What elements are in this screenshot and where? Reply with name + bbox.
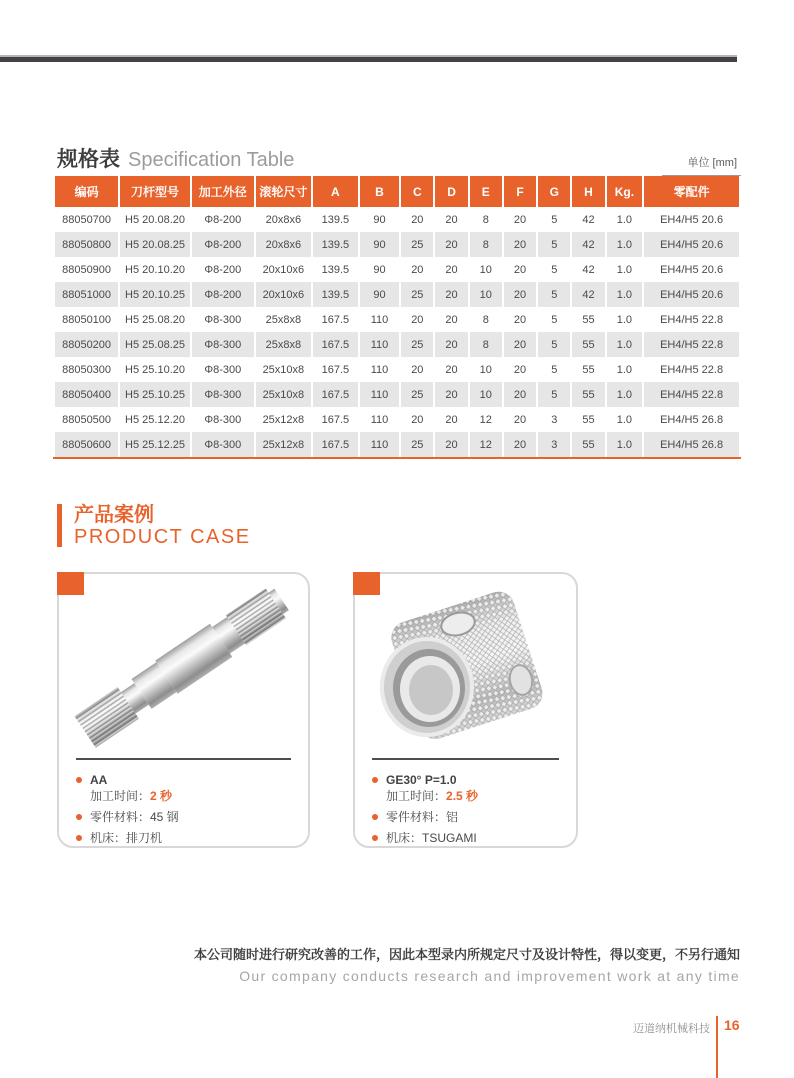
table-cell: 20: [445, 213, 458, 226]
table-cell: 20: [411, 413, 424, 426]
bullet-icon: [76, 835, 82, 841]
disclaimer-zh: 本公司随时进行研究改善的工作，因此本型录内所规定尺寸及设计特性，得以变更，不另行通知: [193, 947, 740, 962]
product-case-title-zh: 产品案例: [74, 504, 154, 526]
spec-table-body: [55, 207, 739, 457]
column-header: E: [470, 176, 502, 207]
table-cell: 88050500: [62, 413, 112, 426]
table-cell: 3: [538, 432, 570, 457]
table-cell: EH4/H5 22.8: [660, 363, 724, 376]
table-cell: Φ8-300: [192, 432, 254, 457]
table-cell: EH4/H5 22.8: [644, 332, 739, 357]
table-cell: 88050900: [62, 263, 112, 276]
table-cell: EH4/H5 26.8: [644, 432, 739, 457]
table-cell: 5: [551, 313, 558, 326]
material-text: 零件材料：铝: [386, 810, 459, 824]
table-cell: 20: [513, 363, 527, 376]
table-cell: 55: [582, 313, 595, 326]
table-cell: 20: [504, 332, 536, 357]
table-cell: 5: [538, 232, 570, 257]
column-header: 编码: [55, 176, 118, 207]
table-cell: Φ8-200: [192, 282, 254, 307]
table-cell: EH4/H5 20.6: [644, 232, 739, 257]
table-cell: 8: [470, 332, 502, 357]
table-cell: 1.0: [616, 213, 633, 226]
table-cell: 20: [504, 232, 536, 257]
table-cell: Φ8-200: [192, 232, 254, 257]
table-cell: 20: [504, 432, 536, 457]
table-cell: 5: [551, 263, 558, 276]
table-cell: 5: [538, 332, 570, 357]
list-item: [73, 830, 294, 846]
unit-label: 单位 [mm]: [662, 154, 742, 176]
time-label: 加工时间：: [90, 789, 151, 803]
machine-text: 机床：排刀机: [90, 831, 163, 845]
table-cell: 20: [411, 363, 424, 376]
table-cell: Φ8-300: [192, 382, 254, 407]
card-corner-accent: [57, 572, 84, 595]
list-item: [73, 809, 294, 825]
table-cell: EH4/H5 22.8: [644, 382, 739, 407]
column-header: F: [504, 176, 536, 207]
table-cell: 139.5: [313, 232, 358, 257]
table-cell: 1.0: [607, 432, 643, 457]
table-cell: 20: [411, 263, 424, 276]
table-cell: 25x12x8: [262, 413, 305, 426]
page-number-rule: [716, 1016, 718, 1078]
product-case-header: [57, 504, 251, 548]
table-row: [55, 357, 739, 382]
table-cell: 139.5: [321, 213, 350, 226]
table-cell: 12: [479, 413, 492, 426]
table-row: [55, 407, 739, 432]
spec-table-title-zh: 规格表: [57, 148, 120, 171]
table-cell: 25x12x8: [256, 432, 311, 457]
column-header: H: [572, 176, 604, 207]
list-item: [73, 772, 294, 804]
table-cell: EH4/H5 26.8: [660, 413, 724, 426]
table-cell: 5: [551, 363, 558, 376]
table-cell: 8: [482, 313, 489, 326]
table-cell: H5 25.08.25: [120, 332, 190, 357]
table-cell: H5 25.10.20: [125, 363, 185, 376]
table-cell: 8: [482, 213, 489, 226]
table-cell: 25: [401, 282, 433, 307]
table-cell: 90: [373, 263, 386, 276]
product-card-shaft: [57, 572, 310, 848]
table-cell: 42: [572, 282, 604, 307]
table-cell: 5: [551, 213, 558, 226]
brand-name: 迈道纳机械科技: [633, 1023, 710, 1035]
table-cell: 55: [572, 432, 604, 457]
table-cell: Φ8-200: [204, 213, 242, 226]
table-cell: 20: [513, 313, 527, 326]
table-cell: 20: [435, 332, 467, 357]
table-cell: 12: [470, 432, 502, 457]
table-cell: 20: [435, 382, 467, 407]
table-cell: 88050400: [55, 382, 118, 407]
table-cell: 167.5: [313, 332, 358, 357]
bullet-icon: [372, 777, 378, 783]
table-cell: 20: [513, 413, 527, 426]
table-cell: 20: [445, 363, 458, 376]
table-cell: 8: [470, 232, 502, 257]
table-cell: EH4/H5 22.8: [660, 313, 724, 326]
table-row: [55, 432, 739, 457]
material-text: 零件材料：45 钢: [90, 810, 179, 824]
table-cell: 20: [513, 263, 527, 276]
table-row: [55, 232, 739, 257]
table-cell: H5 25.08.20: [125, 313, 185, 326]
table-row: [55, 307, 739, 332]
bullet-icon: [372, 814, 378, 820]
time-label: 加工时间：: [386, 789, 447, 803]
product-card-knurled-nut: [353, 572, 578, 848]
table-cell: 1.0: [607, 382, 643, 407]
card-corner-accent: [353, 572, 380, 595]
table-cell: 20: [445, 263, 458, 276]
table-cell: 90: [360, 232, 399, 257]
table-row: [55, 332, 739, 357]
table-cell: 42: [582, 213, 595, 226]
table-row: [55, 207, 739, 232]
knurled-nut-image: [355, 577, 576, 755]
table-cell: 25: [401, 382, 433, 407]
knurled-nut-product-photo: [355, 574, 576, 758]
shaft-product-photo: [59, 574, 308, 758]
case-name: GE30° P=1.0: [386, 773, 457, 787]
footer-disclaimer: [194, 944, 740, 984]
table-cell: Φ8-300: [204, 313, 242, 326]
table-cell: 55: [572, 382, 604, 407]
table-cell: 90: [360, 282, 399, 307]
table-cell: 25x10x8: [262, 363, 305, 376]
column-header: A: [313, 176, 358, 207]
table-cell: H5 20.10.20: [125, 263, 185, 276]
list-item: [369, 830, 562, 846]
column-header: B: [360, 176, 399, 207]
table-cell: 1.0: [607, 282, 643, 307]
table-cell: 3: [551, 413, 558, 426]
table-cell: 110: [360, 432, 399, 457]
table-cell: 55: [582, 413, 595, 426]
table-cell: 10: [479, 363, 492, 376]
spec-table-title-en: Specification Table: [128, 149, 295, 171]
table-cell: 88050200: [55, 332, 118, 357]
table-cell: 20: [445, 413, 458, 426]
table-cell: 90: [373, 213, 386, 226]
table-cell: 55: [582, 363, 595, 376]
table-cell: Φ8-200: [204, 263, 242, 276]
table-row: [55, 257, 739, 282]
table-cell: 20x8x6: [256, 232, 311, 257]
column-header: D: [435, 176, 467, 207]
table-cell: 20x10x6: [262, 263, 305, 276]
table-cell: 1.0: [616, 313, 633, 326]
column-header: 零配件: [644, 176, 739, 207]
table-row: [55, 282, 739, 307]
table-cell: 110: [370, 413, 389, 426]
table-cell: 88051000: [55, 282, 118, 307]
table-cell: 25: [401, 232, 433, 257]
table-cell: 25x10x8: [256, 382, 311, 407]
table-cell: 5: [538, 382, 570, 407]
table-cell: 167.5: [313, 382, 358, 407]
product-case-title-en: PRODUCT CASE: [74, 526, 251, 548]
table-cell: 88050800: [55, 232, 118, 257]
table-cell: 10: [470, 282, 502, 307]
table-cell: 25x8x8: [265, 313, 302, 326]
spec-table-title-row: [57, 143, 741, 176]
table-cell: 139.5: [313, 282, 358, 307]
column-header: G: [538, 176, 570, 207]
disclaimer-en: Our company conducts research and improvement work at any time: [239, 968, 740, 984]
spec-table: [53, 176, 741, 457]
spec-table-header-row: [55, 176, 739, 207]
table-cell: 20: [504, 382, 536, 407]
table-cell: 110: [360, 332, 399, 357]
table-row: [55, 382, 739, 407]
table-cell: 20: [504, 282, 536, 307]
table-cell: 20: [435, 282, 467, 307]
table-cell: 1.0: [616, 413, 633, 426]
table-cell: 139.5: [321, 263, 350, 276]
table-cell: 20: [435, 232, 467, 257]
table-cell: 88050600: [55, 432, 118, 457]
column-header: 滚轮尺寸: [256, 176, 311, 207]
table-cell: Φ8-300: [204, 413, 242, 426]
bullet-icon: [76, 814, 82, 820]
column-header: C: [401, 176, 433, 207]
table-bottom-rule: [53, 457, 741, 459]
table-cell: H5 25.12.20: [125, 413, 185, 426]
column-header: 加工外径: [192, 176, 254, 207]
table-cell: 88050300: [62, 363, 112, 376]
table-cell: 20x8x6: [265, 213, 302, 226]
table-cell: 110: [360, 382, 399, 407]
table-cell: 20: [411, 313, 424, 326]
table-cell: 42: [572, 232, 604, 257]
time-value: 2.5 秒: [446, 789, 479, 803]
machine-text: 机床：TSUGAMI: [386, 831, 477, 845]
table-cell: H5 20.08.20: [125, 213, 185, 226]
table-cell: 110: [370, 363, 389, 376]
table-cell: 20: [513, 213, 527, 226]
table-cell: EH4/H5 20.6: [660, 263, 724, 276]
table-cell: 88050100: [62, 313, 112, 326]
table-cell: 167.5: [321, 363, 350, 376]
table-cell: 20x10x6: [256, 282, 311, 307]
table-cell: 55: [572, 332, 604, 357]
column-header: 刀杆型号: [120, 176, 190, 207]
table-cell: 1.0: [607, 232, 643, 257]
table-cell: H5 20.08.25: [120, 232, 190, 257]
table-cell: 20: [411, 213, 424, 226]
spline-shaft-image: [59, 577, 308, 755]
table-cell: 167.5: [313, 432, 358, 457]
table-cell: Φ8-300: [204, 363, 242, 376]
table-cell: 20: [445, 313, 458, 326]
table-cell: 110: [370, 313, 389, 326]
list-item: [369, 809, 562, 825]
table-cell: Φ8-300: [192, 332, 254, 357]
table-cell: 167.5: [321, 413, 350, 426]
section-accent-bar: [57, 504, 62, 547]
table-cell: 5: [538, 282, 570, 307]
table-cell: 42: [582, 263, 595, 276]
table-cell: H5 25.10.25: [120, 382, 190, 407]
bullet-icon: [372, 835, 378, 841]
table-cell: 20: [435, 432, 467, 457]
table-cell: 167.5: [321, 313, 350, 326]
case-name: AA: [90, 773, 108, 787]
table-cell: 1.0: [607, 332, 643, 357]
table-cell: EH4/H5 20.6: [644, 282, 739, 307]
column-header: Kg.: [607, 176, 643, 207]
table-cell: 10: [470, 382, 502, 407]
table-cell: 25: [401, 332, 433, 357]
bullet-icon: [76, 777, 82, 783]
table-cell: 10: [479, 263, 492, 276]
list-item: [369, 772, 562, 804]
time-value: 2 秒: [150, 789, 173, 803]
top-rule: [0, 55, 737, 62]
table-cell: H5 20.10.25: [120, 282, 190, 307]
table-cell: 1.0: [616, 263, 633, 276]
table-cell: EH4/H5 20.6: [660, 213, 724, 226]
table-cell: 1.0: [616, 363, 633, 376]
table-cell: H5 25.12.25: [120, 432, 190, 457]
table-cell: 88050700: [62, 213, 112, 226]
table-cell: 25x8x8: [256, 332, 311, 357]
table-cell: 25: [401, 432, 433, 457]
page-number: 16: [724, 1017, 740, 1033]
